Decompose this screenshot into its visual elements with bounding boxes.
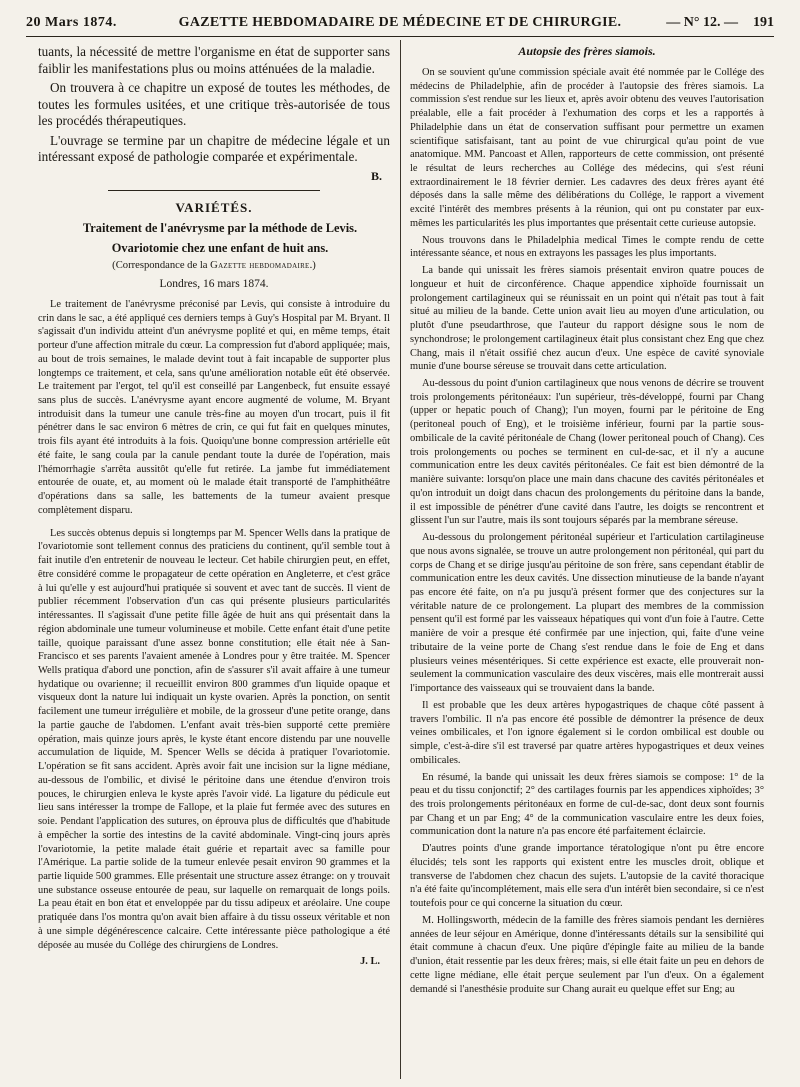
- column-divider: [400, 40, 401, 1079]
- article-paragraph: M. Hollingsworth, médecin de la famille des frères siamois pendant les dernières années de leur séjour en Amérique, donne d'intéressants détails sur la sensibilité qui était commune à chacun d'eux. Une piqûre d'épingle faite au milieu de la bande d'union, était ressentie par les deux frères; mais, si elle était faite un peu en dehors de cette ligne médiane, elle était perçue seulement par l'un d'eux. On a également demandé si l'anesthésie produite sur Chang aurait eu quelque effet sur Eng; au: [410, 914, 764, 995]
- left-column: [38, 44, 390, 1079]
- article-paragraph: En résumé, la bande qui unissait les deux frères siamois se compose: 1° de la peau et du tissu conjonctif; 2° des cartilages fournis par les appendices xiphoïdes; 3° des trois prolongements péritonéaux en forme de cul-de-sac, dont deux sont fournis par Chang et un par Eng; 4° de la communication vasculaire entre les deux foies, communication dont la nature n'a pas encore été parfaitement éclaircie.: [410, 771, 764, 838]
- article-subtitle: Autopsie des frères siamois.: [518, 44, 656, 58]
- review-paragraph: L'ouvrage se termine par un chapitre de médecine légale et un intéressant exposé de pathologie comparée et expérimentale.: [38, 132, 390, 164]
- article-paragraph: Nous trouvons dans le Philadelphia medical Times le compte rendu de cette intéressante séance, et nous en extrayons les passages les plus importants.: [410, 234, 764, 260]
- page-number: 191: [753, 15, 774, 30]
- article-paragraph: D'autres points d'une grande importance tératologique n'ont pu être encore élucidés; tels sont les rapports qui existent entre les muscles droit, oblique et transverse de l'abdomen chez chacun des sujets. L'autopsie de la cavité thoracique n'a été faite qu'incomplétement, mais elle sera d'un intérêt bien secondaire, si ce n'est toutefois pour ce qui concerne la situation du cœur.: [410, 843, 764, 910]
- article-paragraph: Au-dessous du point d'union cartilagineux que nous venons de décrire se trouvent trois prolongements péritonéaux: l'un supérieur, très-développé, fourni par Chang (upper or hepatic pouch of Chang); l'un moyen, fourni par le péritoine de Eng (peritoneal pouch of Eng), et le troisième inférieur, fourni par la partie sous-ombilicale de la cavité péritonéale de Chang (lower peritoneal pouch of Chang). Ces trois prolongements ou poches se terminent en cul-de-sac, et il n'y a aucune communication entre les deux cavités péritonéales. Ce fait est bien démontré de la manière suivante: lorsqu'on place une main dans chacune des cavités péritonéales et qu'on introduit un doigt dans chacun des prolongements du péritoine dans la bande, il est impossible de pénétrer d'une cavité dans l'autre, les doigts se rencontrent et glissent l'un sur l'autre, mais ils sont toujours séparés par la membrane séreuse.: [410, 377, 764, 527]
- article-paragraph: On se souvient qu'une commission spéciale avait été nommée par le Collége des médecins de Philadelphie, afin de procéder à l'autopsie des frères siamois. La commission s'est rendue sur les lieux et, après avoir obtenu des veuves l'autorisation préalable, elle a fait procéder à l'exhumation des corps et les a rapportés à Philadelphie dans un état de conservation suffisant pour permettre un examen scientifique satisfaisant, tant au point de vue chirurgical qu'au point de vue anatomique. MM. Pancoast et Allen, rapporteurs de cette commission, ont présenté le résultat de leurs recherches au Collége des médecins, qui s'est réuni extraordinairement le 18 février dernier. Les cadavres des deux frères ayant été déposés dans la salle même des délibérations du Collége, le rapport a vivement excité l'intérêt des membres présents à la réunion, qui ont pu constater par eux-mêmes les particularités les plus importantes que présentait cette curieuse autopsie.: [410, 66, 764, 229]
- review-paragraph: On trouvera à ce chapitre un exposé de toutes les méthodes, de toutes les formules usitées, et une critique très-autorisée de tous les procédés thérapeutiques.: [38, 80, 390, 128]
- article-paragraph: Le traitement de l'anévrysme préconisé par Levis, qui consiste à introduire du crin dans le sac, a été appliqué ces derniers temps à Guy's Hospital par M. Bryant. Il s'agissait d'un individu atteint d'un anévrysme poplité et qui, en même temps, était porteur d'une affection mitrale du cœur. La compression fut d'abord appliquée; mais, au bout de trois semaines, le malade devint tout à fait incapable de supporter plus longtemps ce traitement, et cela, sans qu'une amélioration notable eût été observée. Le traitement par l'ergot, tel qu'il est conseillé par Langenbeck, fut ensuite essayé sans plus de succès. L'anévrysme ayant encore augmenté de volume, M. Bryant introduisit dans la tumeur une canule très-fine au moyen d'un trocart, puis il fit pénétrer dans le sac environ 6 mètres de crin, ce qui fut fait en quelques minutes, trois fils ayant été introduits à la fois. Quoiqu'une bonne compression artérielle eût été faite, le sang coula par la canule pendant toute la durée de l'opération, mais l'hémorrhagie s'arrêta aussitôt qu'elle fut retirée. La jambe fut immédiatement entourée de ouate, et, au moment où le malade était transporté de l'amphithéâtre d'opérations dans sa salle, les battements de la tumeur avaient presque complètement disparu.: [38, 298, 390, 516]
- correspondence-line: (Correspondance de la Gazette hebdomadaire.): [112, 259, 316, 271]
- journal-title: GAZETTE HEBDOMADAIRE DE MÉDECINE ET DE CHIRURGIE.: [178, 15, 622, 30]
- article-paragraph: Il est probable que les deux artères hypogastriques de chaque côté passent à travers l'ombilic. Il n'a pas encore été possible de démontrer la présence de deux veines ombilicales, et l'on ignore également si le cordon ombilical est double ou simple, c'est-à-dire s'il est traversé par quatre artères hypogastriques et deux veines ombilicales.: [410, 699, 764, 766]
- review-paragraph: tuants, la nécessité de mettre l'organisme en état de supporter sans faiblir les manifestations plus ou moins atténuées de la maladie.: [38, 44, 390, 76]
- section-rule: [108, 190, 319, 191]
- review-signature: B.: [370, 168, 382, 183]
- article-paragraph: La bande qui unissait les frères siamois présentait environ quatre pouces de longueur et huit de circonférence. Chaque appendice xiphoïde fournissait un prolongement cartilagineux qui se réunissait en un point qui n'était pas tout à fait situé au milieu de la bande. Cette union avait lieu au moyen d'une articulation, ou plutôt d'une pseudarthrose, que l'auteur du rapport désigne sous le nom de synchondrose; le prolongement cartilagineux était plus consistant chez Eng que chez Chang, mais il n'était ossifié chez aucun d'eux. Une espèce de cavité synoviale munie d'une bourse séreuse se trouvait dans cette articulation.: [410, 265, 764, 373]
- article-signature: J. L.: [360, 956, 380, 968]
- page-header: [26, 6, 774, 37]
- article-paragraph: Les succès obtenus depuis si longtemps par M. Spencer Wells dans la pratique de l'ovariotomie sont tellement connus des praticiens du continent, qu'il semble tout à fait inutile d'en entretenir de nouveau le lecteur. Cet habile chirurgien peut, en effet, être considéré comme le propagateur de cette opération en Angleterre, et c'est grâce à lui qu'elle y est aujourd'hui pratiquée si souvent et avec tant de succès. Il vient de publier récemment l'observation d'un cas qui présente plusieurs particularités intéressantes. Il s'agissait d'une petite fille âgée de huit ans qui présentait dans la région abdominale une tumeur volumineuse et mobile. Cette enfant était d'une petite taille, quoique paraissant d'une assez bonne constitution; elle était née à San-Francisco et ses parents l'avaient amenée à Londres pour y être traitée. M. Spencer Wells pratiqua d'abord une ponction, afin de s'assurer s'il avait affaire à une tumeur hydatique ou ovarienne; il recueillit environ 800 grammes d'un liquide opaque et visqueux dont la nature lui indiquait un kyste ovarien. Après la ponction, on sentit facilement une tumeur irrégulière et mobile, de la grosseur d'une petite orange, dans la partie gauche de l'abdomen. L'enfant avait très-bien supporté cette première opération, mais quinze jours après, le kyste étant encore distendu par une nouvelle accumulation de liquide, M. Spencer Wells se décida à pratiquer l'ovariotomie. L'opération se fit sans accident. Après avoir fait une incision sur la ligne médiane, au-dessous de l'ombilic, et divisé le péritoine dans une étendue d'environ trois pouces, le chirurgien enleva le kyste après l'avoir vidé. La ligature du pédicule eut lieu sans intéresser la trompe de Fallope, et la plaie fut fermée avec des sutures en soie. Pendant l'application des sutures, on éprouva plus de difficultés que d'habitude à empêcher la sortie des intestins de la cavité abdominale. Vingt-cinq jours après l'ovariotomie, la petite malade était guérie et repartait avec sa famille pour l'Amérique. La partie solide de la tumeur enlevée pesait environ 90 grammes et la partie liquide 500 grammes. Elle présentait une structure assez étrange: on y trouvait une substance osseuse entourée de peau, sur laquelle on remarquait de longs poils. La peau était en bon état et enveloppée par du tissu adipeux et aréolaire. Une coupe pratiquée dans l'os montra qu'on avait bien affaire à du tissu osseux véritable et non à une simple dégénérescence calcaire. Cette intéressante pièce pathologique a été déposée au musée du Collége des chirurgiens de Londres.: [38, 527, 390, 951]
- article-title: Ovariotomie chez une enfant de huit ans.: [111, 240, 329, 255]
- issue-number: — N° 12. —: [666, 15, 738, 30]
- right-column: [410, 44, 764, 1079]
- section-title: VARIÉTÉS.: [175, 200, 253, 216]
- issue-date: 20 Mars 1874.: [26, 15, 117, 30]
- article-title: Traitement de l'anévrysme par la méthode de Levis.: [82, 221, 358, 236]
- dateline: Londres, 16 mars 1874.: [159, 277, 269, 290]
- article-paragraph: Au-dessous du prolongement péritonéal supérieur et l'articulation cartilagineuse que nous avons signalée, se trouve un autre prolongement non péritonéal, qui part du corps de Chang et se dirige jusqu'au péritoine de son frère, sans cependant établir de communication entre les deux cavités. Une dissection minutieuse de la bande n'ayant pas encore été faite, on n'a pu jusqu'à présent former que des conjectures sur la véritable nature de ce prolongement. La plupart des membres de la commission pensent qu'il est formé par les vaisseaux hépatiques qui vont d'un foie à l'autre. Cette manière de voir a presque été confirmée par une injection, qui, faite d'une veine tributaire de la veine porte de Chang s'est rendue dans le foie de Eng et dans plusieurs veines mésentériques. Si cette expérience est exacte, elle prouverait non-seulement la communication vasculaire des deux viscères, mais elle montrerait aussi l'importance des vaisseaux qui se trouvaient dans la bande.: [410, 532, 764, 695]
